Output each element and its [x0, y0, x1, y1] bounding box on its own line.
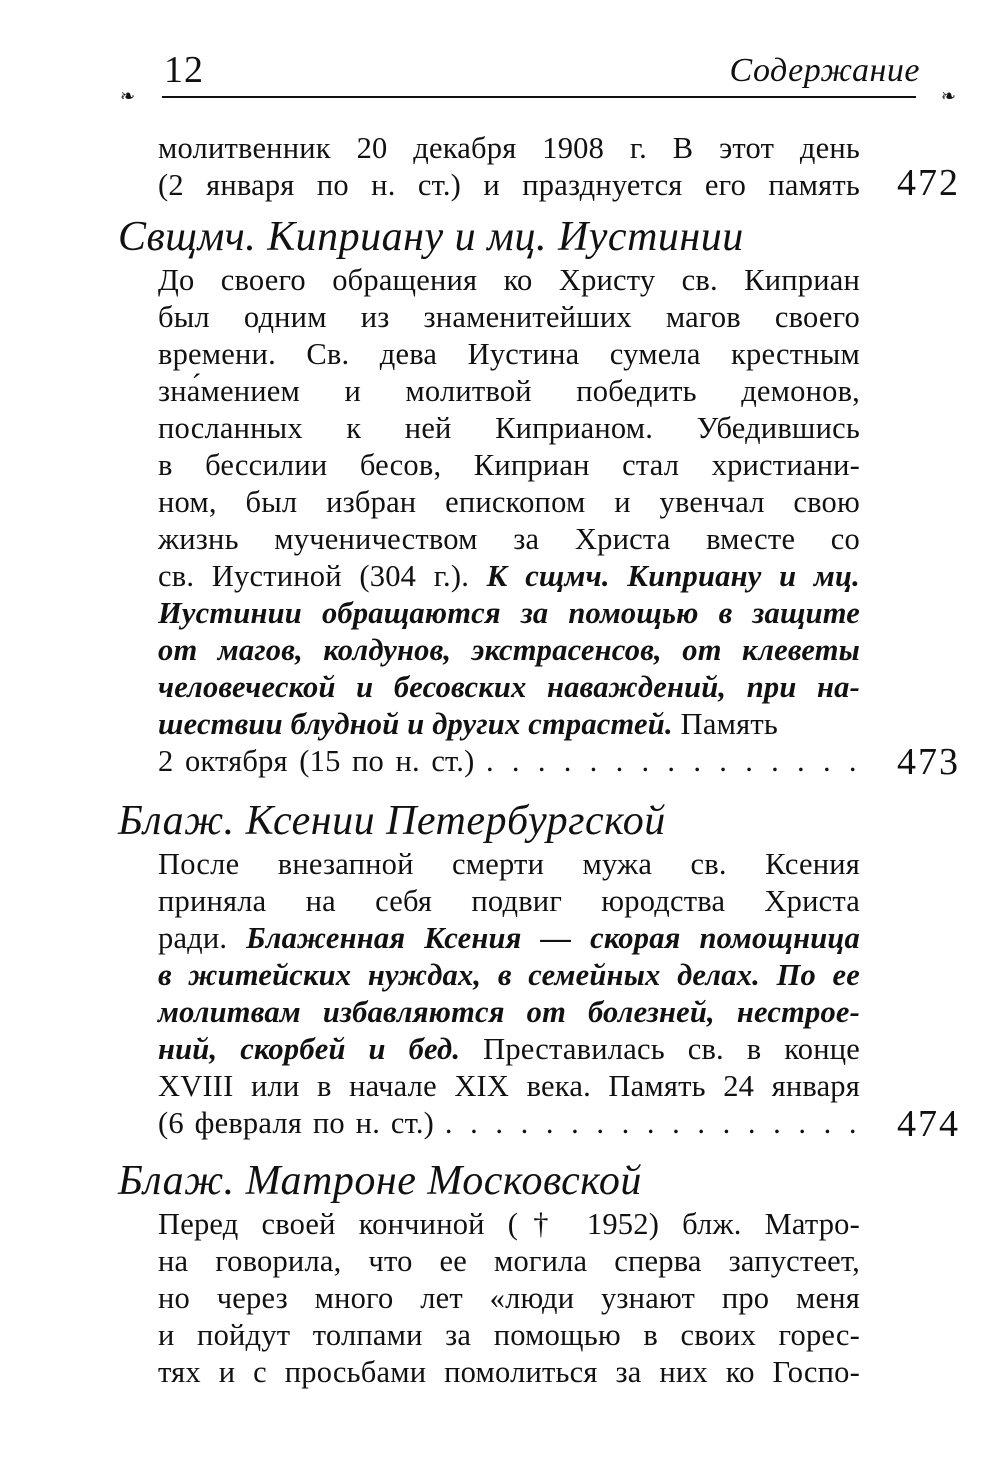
emphasis-line: в житейских нуждах, в семейных делах. По ее [158, 958, 860, 992]
emphasis-line: молитвам избавляются от болезней, нестрое- [158, 995, 860, 1029]
entry-heading: Свщмч. Киприану и мц. Иустинии [118, 214, 744, 260]
entry-heading: Блаж. Ксении Петербургской [118, 798, 666, 844]
text-line [158, 920, 860, 957]
text-line: (2 января по н. ст.) и празднуется его память [158, 168, 860, 202]
header-title: Содержание [729, 52, 920, 89]
text-line [158, 1031, 860, 1068]
text-run: Преставилась св. в конце [483, 1032, 861, 1066]
emphasis-run: Блаженная Ксения — скорая помощница [246, 921, 860, 955]
emphasis-line: от магов, колдунов, экстрасенсов, от клеветы [158, 633, 860, 667]
text-line: жизнь мученичеством за Христа вместе со [158, 522, 860, 556]
text-line [158, 1105, 860, 1142]
running-header [118, 44, 958, 114]
text-line: XVIII или в начале XIX века. Память 24 января [158, 1069, 860, 1103]
text-run: (6 февраля по н. ст.) [158, 1106, 434, 1140]
page-reference: 473 [897, 741, 960, 783]
entry-heading: Блаж. Матроне Московской [118, 1158, 642, 1204]
text-line: После внезапной смерти мужа св. Ксения [158, 847, 860, 881]
text-run: Память [680, 707, 778, 741]
text-line [158, 706, 860, 743]
text-line [158, 743, 860, 780]
text-line: приняла на себя подвиг юродства Христа [158, 884, 860, 918]
header-rule [162, 96, 916, 98]
text-line: но через много лет «люди узнают про меня [158, 1281, 860, 1315]
text-line: посланных к ней Киприаном. Убедившись [158, 411, 860, 445]
emphasis-run: шествии блудной и других страстей. [158, 707, 673, 741]
text-line: на говорила, что ее могила сперва запустеет, [158, 1244, 860, 1278]
emphasis-line: Иустинии обращаются за помощью в защите [158, 596, 860, 630]
left-ornament-icon: ❧ [120, 86, 136, 106]
leader-dots: . . . . . . . . . . . . . . . [485, 744, 861, 778]
page-reference: 472 [897, 162, 960, 204]
text-line: в бессилии бесов, Киприан стал христиани- [158, 448, 860, 482]
right-ornament-icon: ❧ [940, 86, 956, 106]
leader-dots: . . . . . . . . . . . . . . . . . [444, 1106, 860, 1140]
text-line: времени. Св. дева Иустина сумела крестным [158, 337, 860, 371]
text-line: Перед своей кончиной († 1952) блж. Матро- [158, 1207, 860, 1241]
text-line: ном, был избран епископом и увенчал свою [158, 485, 860, 519]
text-run: ради. [158, 921, 228, 955]
text-line: зна́мением и молитвой победить демонов, [158, 374, 860, 408]
emphasis-line: человеческой и бесовских наваждений, при на- [158, 670, 860, 704]
text-run: св. Иустиной (304 г.). [158, 559, 470, 593]
emphasis-run: ний, скорбей и бед. [158, 1032, 461, 1066]
text-line: тях и с просьбами помолиться за них ко Госпо- [158, 1355, 860, 1389]
page-number: 12 [164, 49, 204, 91]
text-line: молитвенник 20 декабря 1908 г. В этот день [158, 131, 860, 165]
text-line: был одним из знаменитейших магов своего [158, 300, 860, 334]
text-line: и пойдут толпами за помощью в своих горес- [158, 1318, 860, 1352]
text-run: 2 октября (15 по н. ст.) [158, 744, 475, 778]
text-line [158, 558, 860, 595]
text-line: До своего обращения ко Христу св. Киприан [158, 263, 860, 297]
page-reference: 474 [897, 1103, 960, 1145]
emphasis-run: К сщмч. Киприану и мц. [486, 559, 860, 593]
